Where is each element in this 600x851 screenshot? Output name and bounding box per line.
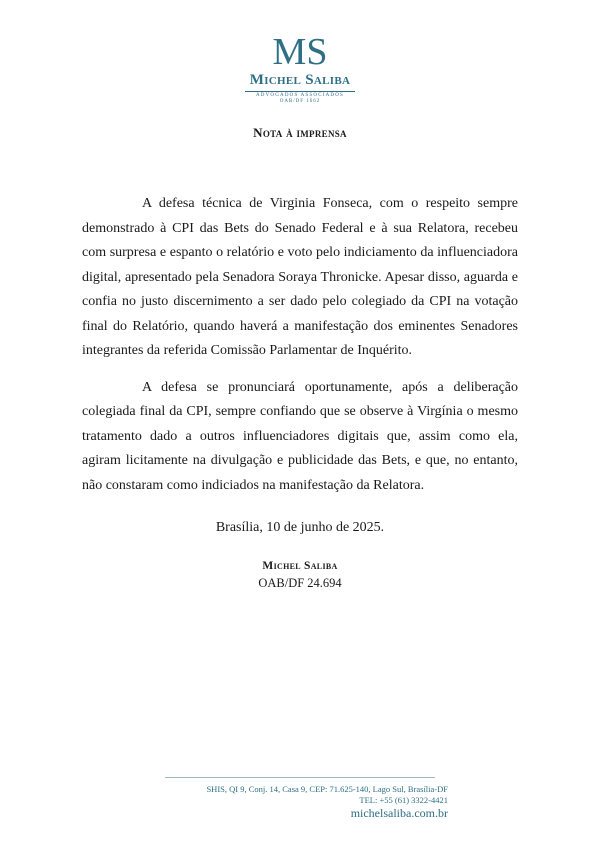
ms-monogram-logo bbox=[270, 30, 330, 70]
firm-name: Michel Saliba bbox=[249, 72, 351, 88]
signatory-name: Michel Saliba bbox=[262, 560, 338, 572]
footer bbox=[128, 784, 448, 819]
firm-oab: OAB/DF 1662 bbox=[279, 99, 321, 104]
svg-text:MS: MS bbox=[272, 31, 328, 70]
document-title: Nota à imprensa bbox=[253, 125, 347, 140]
paragraph: A defesa se pronunciará oportunamente, após a deliberação colegiada final da CPI, sempre confiando que se observe à Virgínia o mesmo tratamento dado a outros influenciadores digitais que, assim como ela, agiram licitamente na divulgação e publicidade das Bets, e que, no entanto, não constaram como indiciados na manifestação da Relatora. bbox=[82, 379, 518, 493]
document-date: Brasília, 10 de junho de 2025. bbox=[215, 520, 385, 535]
footer-website-link[interactable]: michelsaliba.com.br bbox=[350, 806, 448, 820]
footer-divider bbox=[165, 777, 435, 778]
signatory-oab: OAB/DF 24.694 bbox=[258, 576, 342, 590]
footer-phone: TEL: +55 (61) 3322-4421 bbox=[359, 795, 448, 805]
footer-address: SHIS, QI 9, Conj. 14, Casa 9, CEP: 71.625-140, Lago Sul, Brasília-DF bbox=[206, 784, 448, 794]
firm-subtitle: ADVOGADOS ASSOCIADOS bbox=[245, 91, 355, 98]
document-body bbox=[82, 192, 518, 498]
letterhead bbox=[0, 30, 600, 104]
paragraph: A defesa técnica de Virginia Fonseca, com o respeito sempre demonstrado à CPI das Bets do Senado Federal e à sua Relatora, recebeu com surpresa e espanto o relatório e voto pelo indiciamento da influenciadora digital, apresentado pela Senadora Soraya Thronicke. Apesar disso, aguarda e confia no justo discernimento a ser dado pelo colegiado da CPI na votação final do Relatório, quando haverá a manifestação dos eminentes Senadores integrantes da referida Comissão Parlamentar de Inquérito. bbox=[82, 196, 518, 358]
